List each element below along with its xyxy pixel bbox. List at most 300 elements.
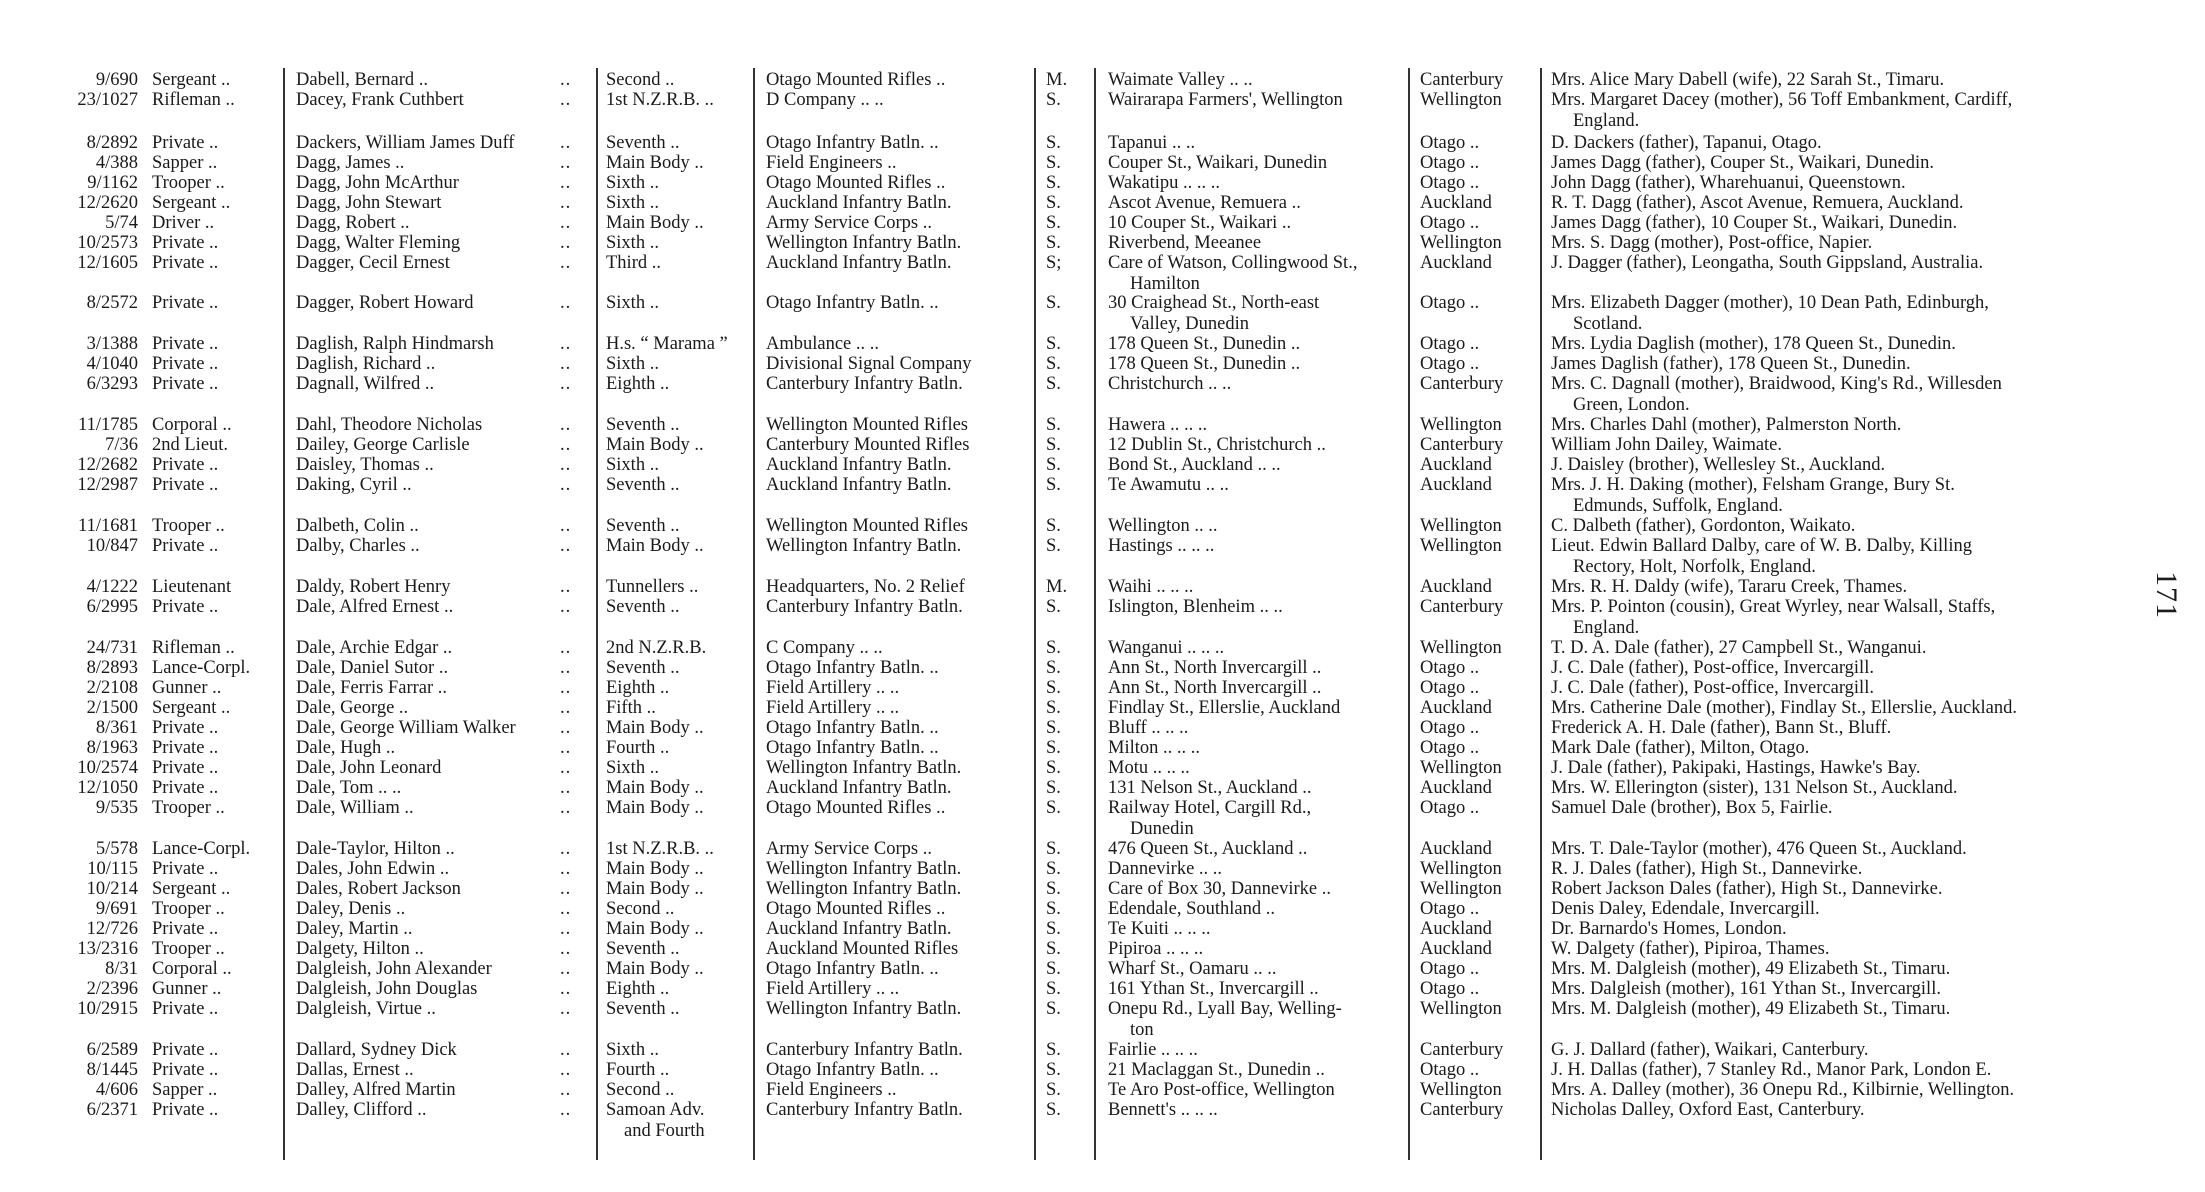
leader-dots: .. [560,90,572,110]
last-address-line: Dunedin [1130,818,1194,839]
leader-dots: .. [560,577,572,597]
last-address [1108,293,1406,334]
last-address-line: 21 Maclaggan St., Dunedin .. [1108,1060,1325,1080]
unit: Otago Infantry Batln. .. [766,959,939,979]
unit: Auckland Infantry Batln. [766,193,952,213]
leader-dots: .. [560,999,572,1019]
last-address-line: Te Aro Post-office, Wellington [1108,1080,1335,1100]
last-address-line: Fairlie .. .. .. [1108,1040,1198,1060]
unit: Field Engineers .. [766,153,897,173]
next-of-kin-line: Mrs. T. Dale-Taylor (mother), 476 Queen St., Auckland. [1551,839,1967,859]
next-of-kin [1551,718,2111,739]
unit: Headquarters, No. 2 Relief [766,577,965,597]
district: Canterbury [1420,374,1504,394]
unit: Divisional Signal Company [766,354,972,374]
leader-dots: .. [560,153,572,173]
marital-status: S. [1046,778,1061,798]
draft: Sixth .. [606,233,659,253]
soldier-name: Dale-Taylor, Hilton .. [296,839,455,859]
marital-status: S. [1046,516,1061,536]
next-of-kin [1551,678,2111,699]
rank: Sergeant .. [152,193,231,213]
next-of-kin [1551,90,2111,131]
district: Auckland [1420,919,1492,939]
next-of-kin [1551,293,2111,334]
marital-status: S. [1046,899,1061,919]
rank: Private .. [152,758,219,778]
next-of-kin [1551,70,2111,91]
unit: Field Engineers .. [766,1080,897,1100]
last-address-line: 161 Ythan St., Invercargill .. [1108,979,1319,999]
rank: Sergeant .. [152,70,231,90]
next-of-kin [1551,153,2111,174]
last-address [1108,738,1406,759]
draft: 2nd N.Z.R.B. [606,638,707,658]
next-of-kin-line: J. Dale (father), Pakipaki, Hastings, Hawke's Bay. [1551,758,1921,778]
next-of-kin [1551,536,2111,577]
regimental-number: 9/690 [95,70,138,90]
last-address-line: 178 Queen St., Dunedin .. [1108,334,1301,354]
next-of-kin [1551,859,2111,880]
regimental-number: 4/388 [95,153,138,173]
draft-line: and Fourth [624,1120,705,1141]
next-of-kin [1551,475,2111,516]
next-of-kin-line: Scotland. [1573,313,1643,334]
rank: Private .. [152,536,219,556]
next-of-kin-line: J. Dagger (father), Leongatha, South Gippsland, Australia. [1551,253,1984,273]
draft: Seventh .. [606,939,680,959]
next-of-kin-line: James Daglish (father), 178 Queen St., Dunedin. [1551,354,1911,374]
regimental-number: 11/1785 [78,415,138,435]
rank: Private .. [152,334,219,354]
marital-status: S. [1046,979,1061,999]
draft: Main Body .. [606,778,704,798]
district: Wellington [1420,233,1502,253]
next-of-kin-line: Mrs. C. Dagnall (mother), Braidwood, King's Rd., Willesden [1551,374,2002,394]
regimental-number: 11/1681 [78,516,138,536]
unit: Canterbury Infantry Batln. [766,1040,963,1060]
last-address [1108,859,1406,880]
unit: Auckland Mounted Rifles [766,939,959,959]
district: Otago .. [1420,798,1480,818]
last-address [1108,70,1406,91]
next-of-kin [1551,738,2111,759]
rank: Sergeant .. [152,698,231,718]
next-of-kin [1551,638,2111,659]
district: Otago .. [1420,213,1480,233]
unit: Field Artillery .. .. [766,979,900,999]
regimental-number: 2/2396 [86,979,138,999]
marital-status: S. [1046,293,1061,313]
next-of-kin-line: Mark Dale (father), Milton, Otago. [1551,738,1810,758]
next-of-kin [1551,354,2111,375]
last-address [1108,475,1406,496]
soldier-name: Dagg, Robert .. [296,213,410,233]
marital-status: M. [1046,70,1068,90]
last-address [1108,718,1406,739]
last-address [1108,999,1406,1040]
leader-dots: .. [560,233,572,253]
regimental-number: 13/2316 [77,939,138,959]
marital-status: S. [1046,173,1061,193]
leader-dots: .. [560,70,572,90]
district: Canterbury [1420,435,1504,455]
next-of-kin-line: Rectory, Holt, Norfolk, England. [1573,556,1816,577]
rank: Private .. [152,718,219,738]
soldier-name: Dagg, John McArthur [296,173,459,193]
next-of-kin-line: Green, London. [1573,394,1690,415]
draft: Sixth .. [606,293,659,313]
regimental-number: 8/1445 [86,1060,138,1080]
soldier-name: Dalgleish, John Douglas [296,979,478,999]
regimental-number: 6/2995 [86,597,138,617]
rank: Private .. [152,374,219,394]
regimental-number: 4/1222 [86,577,138,597]
leader-dots: .. [560,959,572,979]
last-address [1108,133,1406,154]
unit: Otago Infantry Batln. .. [766,738,939,758]
next-of-kin-line: John Dagg (father), Wharehuanui, Queenstown. [1551,173,1906,193]
marital-status: S. [1046,879,1061,899]
next-of-kin-line: Mrs. M. Dalgleish (mother), 49 Elizabeth St., Timaru. [1551,999,1951,1019]
last-address-line: Motu .. .. .. [1108,758,1190,778]
regimental-number: 6/2371 [86,1100,138,1120]
unit: Auckland Infantry Batln. [766,778,952,798]
regimental-number: 10/2574 [77,758,138,778]
soldier-name: Dackers, William James Duff [296,133,515,153]
unit: Otago Mounted Rifles .. [766,899,946,919]
next-of-kin [1551,1080,2111,1101]
district: Auckland [1420,193,1492,213]
next-of-kin-line: R. T. Dagg (father), Ascot Avenue, Remuera, Auckland. [1551,193,1964,213]
column-rule-district [1408,68,1410,1160]
next-of-kin [1551,193,2111,214]
marital-status: S. [1046,758,1061,778]
unit: Wellington Mounted Rifles [766,415,968,435]
district: Otago .. [1420,959,1480,979]
next-of-kin [1551,1040,2111,1061]
district: Wellington [1420,536,1502,556]
next-of-kin-line: Lieut. Edwin Ballard Dalby, care of W. B. Dalby, Killing [1551,536,1972,556]
leader-dots: .. [560,839,572,859]
soldier-name: Daley, Martin .. [296,919,413,939]
last-address-line: 131 Nelson St., Auckland .. [1108,778,1312,798]
draft: Seventh .. [606,133,680,153]
last-address-line: Onepu Rd., Lyall Bay, Welling- [1108,999,1342,1019]
last-address-line: Couper St., Waikari, Dunedin [1108,153,1328,173]
soldier-name: Dagg, Walter Fleming [296,233,461,253]
district: Canterbury [1420,1040,1504,1060]
rank: Sapper .. [152,153,218,173]
last-address [1108,193,1406,214]
marital-status: S. [1046,213,1061,233]
rank: Private .. [152,859,219,879]
last-address [1108,253,1406,294]
last-address [1108,899,1406,920]
last-address [1108,879,1406,900]
unit: Army Service Corps .. [766,213,932,233]
draft: Second .. [606,70,675,90]
marital-status: S. [1046,334,1061,354]
next-of-kin [1551,959,2111,980]
draft: Main Body .. [606,153,704,173]
last-address-line: Ascot Avenue, Remuera .. [1108,193,1301,213]
next-of-kin [1551,939,2111,960]
marital-status: S. [1046,859,1061,879]
leader-dots: .. [560,435,572,455]
last-address-line: Care of Box 30, Dannevirke .. [1108,879,1331,899]
regimental-number: 12/1050 [77,778,138,798]
last-address-line: 30 Craighead St., North-east [1108,293,1320,313]
unit: Otago Mounted Rifles .. [766,173,946,193]
draft: Fifth .. [606,698,656,718]
district: Otago .. [1420,153,1480,173]
district: Auckland [1420,577,1492,597]
next-of-kin-line: R. J. Dales (father), High St., Dannevirke. [1551,859,1863,879]
regimental-number: 4/1040 [86,354,138,374]
regimental-number: 10/847 [86,536,138,556]
regimental-number: 12/2682 [77,455,138,475]
rank: Private .. [152,293,219,313]
draft: Tunnellers .. [606,577,699,597]
next-of-kin-line: Mrs. R. H. Daldy (wife), Tararu Creek, Thames. [1551,577,1908,597]
marital-status: S. [1046,90,1061,110]
last-address [1108,153,1406,174]
leader-dots: .. [560,516,572,536]
last-address [1108,213,1406,234]
next-of-kin-line: D. Dackers (father), Tapanui, Otago. [1551,133,1822,153]
draft: Main Body .. [606,859,704,879]
district: Auckland [1420,778,1492,798]
unit: D Company .. .. [766,90,884,110]
next-of-kin [1551,899,2111,920]
last-address-line: Pipiroa .. .. .. [1108,939,1204,959]
draft: 1st N.Z.R.B. .. [606,839,714,859]
unit: Wellington Infantry Batln. [766,859,962,879]
soldier-name: Dale, Tom .. .. [296,778,402,798]
last-address-line: Ann St., North Invercargill .. [1108,658,1322,678]
district: Otago .. [1420,738,1480,758]
marital-status: S. [1046,839,1061,859]
marital-status: S. [1046,1040,1061,1060]
district: Otago .. [1420,173,1480,193]
column-rule-status [1034,68,1036,1160]
last-address-line: Wanganui .. .. .. [1108,638,1225,658]
rank: Sapper .. [152,1080,218,1100]
last-address [1108,1100,1406,1121]
leader-dots: .. [560,133,572,153]
next-of-kin-line: Robert Jackson Dales (father), High St., Dannevirke. [1551,879,1943,899]
next-of-kin-line: Samuel Dale (brother), Box 5, Fairlie. [1551,798,1833,818]
next-of-kin [1551,334,2111,355]
last-address [1108,435,1406,456]
unit: Otago Mounted Rifles .. [766,70,946,90]
last-address [1108,354,1406,375]
rank: Private .. [152,597,219,617]
rank: Private .. [152,455,219,475]
last-address-line: 10 Couper St., Waikari .. [1108,213,1292,233]
next-of-kin [1551,778,2111,799]
soldier-name: Dalley, Clifford .. [296,1100,427,1120]
leader-dots: .. [560,354,572,374]
rank: Gunner .. [152,678,222,698]
next-of-kin-line: Mrs. A. Dalley (mother), 36 Onepu Rd., Kilbirnie, Wellington. [1551,1080,2015,1100]
district: Otago .. [1420,678,1480,698]
next-of-kin-line: J. C. Dale (father), Post-office, Invercargill. [1551,658,1874,678]
soldier-name: Dahl, Theodore Nicholas [296,415,483,435]
unit: Canterbury Mounted Rifles [766,435,970,455]
marital-status: S. [1046,133,1061,153]
soldier-name: Dale, George .. [296,698,409,718]
next-of-kin [1551,253,2111,274]
draft: Seventh .. [606,999,680,1019]
leader-dots: .. [560,193,572,213]
draft: H.s. “ Marama ” [606,334,728,354]
district: Otago .. [1420,979,1480,999]
regimental-number: 10/2915 [77,999,138,1019]
rank: Gunner .. [152,979,222,999]
rank: Corporal .. [152,415,232,435]
leader-dots: .. [560,879,572,899]
rank: Lance-Corpl. [152,658,251,678]
last-address-line: ton [1130,1019,1154,1040]
regimental-number: 12/1605 [77,253,138,273]
unit: Wellington Infantry Batln. [766,536,962,556]
regimental-number: 5/578 [95,839,138,859]
soldier-name: Dale, Daniel Sutor .. [296,658,449,678]
next-of-kin-line: Mrs. W. Ellerington (sister), 131 Nelson St., Auckland. [1551,778,1958,798]
marital-status: S; [1046,253,1062,273]
next-of-kin-line: Mrs. Margaret Dacey (mother), 56 Toff Embankment, Cardiff, [1551,90,2013,110]
unit: Ambulance .. .. [766,334,880,354]
district: Wellington [1420,415,1502,435]
last-address-line: Edendale, Southland .. [1108,899,1275,919]
unit: C Company .. .. [766,638,883,658]
draft: Sixth .. [606,354,659,374]
rank: Corporal .. [152,959,232,979]
regimental-number: 8/2572 [86,293,138,313]
regimental-number: 7/36 [105,435,138,455]
last-address [1108,939,1406,960]
leader-dots: .. [560,939,572,959]
marital-status: S. [1046,536,1061,556]
last-address-line: Wakatipu .. .. .. [1108,173,1221,193]
soldier-name: Dale, John Leonard [296,758,442,778]
page-number: 171 [2150,571,2183,619]
next-of-kin-line: Mrs. Dalgleish (mother), 161 Ythan St., Invercargill. [1551,979,1941,999]
rank: Private .. [152,475,219,495]
draft: Main Body .. [606,959,704,979]
soldier-name: Dagnall, Wilfred .. [296,374,435,394]
marital-status: S. [1046,415,1061,435]
last-address [1108,678,1406,699]
leader-dots: .. [560,658,572,678]
soldier-name: Dagger, Robert Howard [296,293,474,313]
soldier-name: Dacey, Frank Cuthbert [296,90,464,110]
rank: Private .. [152,253,219,273]
draft: Main Body .. [606,536,704,556]
next-of-kin-line: James Dagg (father), 10 Couper St., Waikari, Dunedin. [1551,213,1958,233]
leader-dots: .. [560,979,572,999]
next-of-kin [1551,658,2111,679]
last-address-line: 12 Dublin St., Christchurch .. [1108,435,1326,455]
district: Canterbury [1420,597,1504,617]
last-address [1108,698,1406,719]
soldier-name: Dale, William .. [296,798,414,818]
next-of-kin-line: Dr. Barnardo's Homes, London. [1551,919,1787,939]
draft: Second .. [606,899,675,919]
last-address [1108,90,1406,111]
last-address [1108,1060,1406,1081]
column-rule-draft [596,68,598,1160]
column-rule-rank [283,68,285,1160]
next-of-kin-line: Mrs. M. Dalgleish (mother), 49 Elizabeth St., Timaru. [1551,959,1951,979]
marital-status: S. [1046,1060,1061,1080]
regimental-number: 6/2589 [86,1040,138,1060]
last-address [1108,374,1406,395]
marital-status: S. [1046,597,1061,617]
draft: Eighth .. [606,374,670,394]
soldier-name: Dalgety, Hilton .. [296,939,424,959]
district: Auckland [1420,475,1492,495]
last-address [1108,577,1406,598]
last-address [1108,658,1406,679]
next-of-kin-line: J. C. Dale (father), Post-office, Invercargill. [1551,678,1874,698]
draft: Eighth .. [606,678,670,698]
regimental-number: 2/1500 [86,698,138,718]
soldier-name: Dale, Hugh .. [296,738,396,758]
unit: Canterbury Infantry Batln. [766,597,963,617]
draft: Main Body .. [606,919,704,939]
last-address-line: Findlay St., Ellerslie, Auckland [1108,698,1341,718]
last-address [1108,959,1406,980]
rank: Trooper .. [152,173,225,193]
last-address [1108,597,1406,618]
last-address-line: Tapanui .. .. [1108,133,1196,153]
next-of-kin-line: Mrs. Elizabeth Dagger (mother), 10 Dean Path, Edinburgh, [1551,293,1989,313]
leader-dots: .. [560,919,572,939]
next-of-kin-line: Denis Daley, Edendale, Invercargill. [1551,899,1820,919]
soldier-name: Dalgleish, Virtue .. [296,999,436,1019]
next-of-kin-line: T. D. A. Dale (father), 27 Campbell St., Wanganui. [1551,638,1927,658]
district: Canterbury [1420,1100,1504,1120]
regimental-number: 5/74 [105,213,138,233]
leader-dots: .. [560,798,572,818]
next-of-kin-line: James Dagg (father), Couper St., Waikari, Dunedin. [1551,153,1934,173]
unit: Wellington Infantry Batln. [766,879,962,899]
unit: Army Service Corps .. [766,839,932,859]
soldier-name: Daldy, Robert Henry [296,577,451,597]
last-address-line: Bond St., Auckland .. .. [1108,455,1281,475]
district: Otago .. [1420,718,1480,738]
leader-dots: .. [560,1060,572,1080]
last-address [1108,173,1406,194]
unit: Wellington Infantry Batln. [766,999,962,1019]
last-address-line: 178 Queen St., Dunedin .. [1108,354,1301,374]
district: Wellington [1420,90,1502,110]
next-of-kin [1551,577,2111,598]
unit: Otago Infantry Batln. .. [766,718,939,738]
soldier-name: Dallard, Sydney Dick [296,1040,457,1060]
unit: Auckland Infantry Batln. [766,475,952,495]
last-address-line: Railway Hotel, Cargill Rd., [1108,798,1312,818]
unit: Wellington Infantry Batln. [766,758,962,778]
next-of-kin [1551,597,2111,638]
next-of-kin-line: England. [1573,617,1640,638]
last-address-line: Bluff .. .. .. [1108,718,1189,738]
draft: Sixth .. [606,758,659,778]
soldier-name: Dabell, Bernard .. [296,70,429,90]
